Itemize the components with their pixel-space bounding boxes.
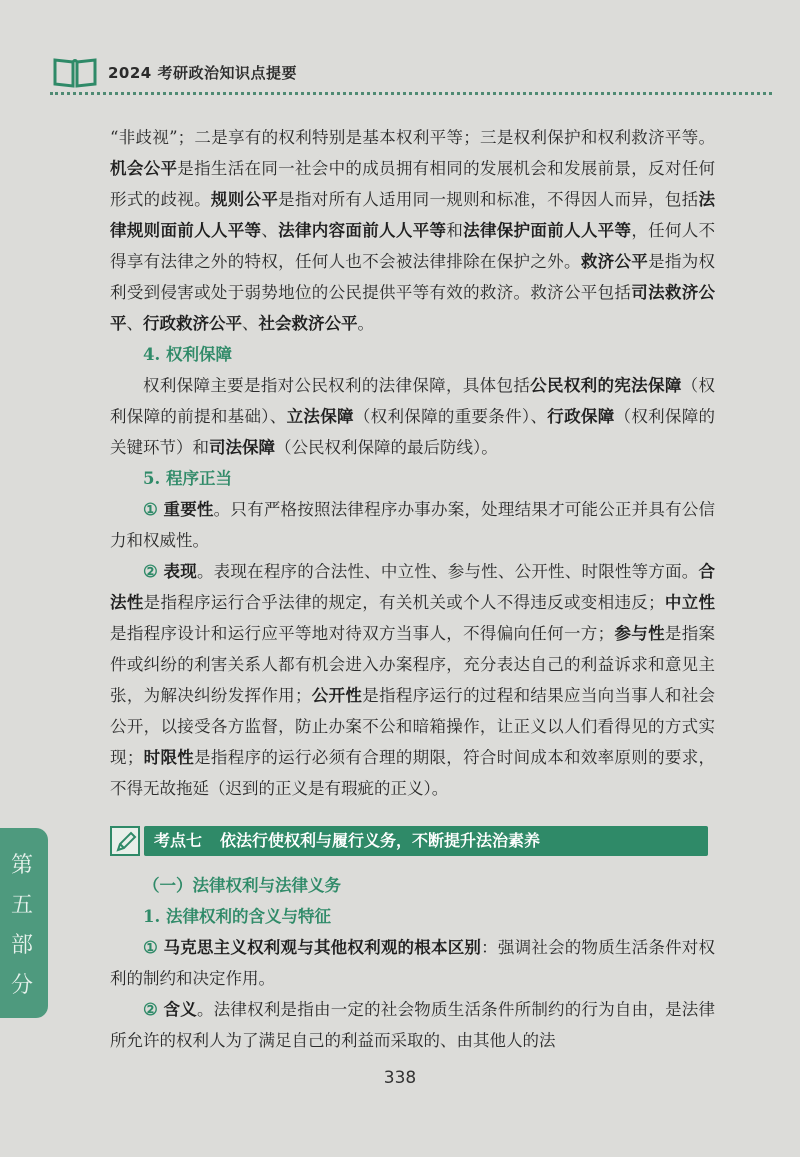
paragraph-rights-protection: 权利保障主要是指对公民权利的法律保障，具体包括公民权利的宪法保障（权利保障的前提和基础）、立法保障（权利保障的重要条件）、行政保障（权利保障的关键环节）和司法保障（公民权利保障的最后防线）。 bbox=[110, 376, 716, 457]
section-heading-legal-rights: 1. 法律权利的含义与特征 bbox=[143, 907, 331, 926]
section-heading-rights-protection: 4. 权利保障 bbox=[143, 345, 232, 364]
banner-title: 依法行使权利与履行义务，不断提升法治素养 bbox=[220, 831, 541, 850]
main-content bbox=[110, 122, 715, 804]
sub-section-heading: （一）法律权利与法律义务 bbox=[143, 876, 341, 895]
side-tab-label: 第五部分 bbox=[10, 853, 33, 998]
page-header bbox=[52, 52, 800, 92]
paragraph-fundamental-difference: ① 马克思主义权利观与其他权利观的根本区别：强调社会的物质生活条件对权利的制约和决定作用。 bbox=[110, 938, 716, 988]
banner-icon-box bbox=[110, 826, 140, 856]
page-number: 338 bbox=[383, 1068, 417, 1088]
paragraph-meaning: ② 含义。法律权利是指由一定的社会物质生活条件所制约的行为自由，是法律所允许的权利人为了满足自己的利益而采取的、由其他人的法 bbox=[110, 1000, 716, 1050]
banner-label: 考点七 bbox=[154, 831, 203, 850]
key-point-banner bbox=[110, 826, 708, 856]
paragraph-fairness: “非歧视”；二是享有的权利特别是基本权利平等；三是权利保护和权利救济平等。机会公平是指生活在同一社会中的成员拥有相同的发展机会和发展前景，反对任何形式的歧视。规则公平是指对所有人适用同一规则和标准，不得因人而异，包括法律规则面前人人平等、法律内容面前人人平等和法律保护面前人人平等，任何人不得享有法律之外的特权，任何人也不会被法律排除在保护之外。救济公平是指为权利受到侵害或处于弱势地位的公民提供平等有效的救济。救济公平包括司法救济公平、行政救济公平、社会救济公平。 bbox=[110, 128, 716, 333]
section-heading-due-process: 5. 程序正当 bbox=[143, 469, 232, 488]
banner-title-bar bbox=[144, 826, 708, 856]
paragraph-importance: ① 重要性。只有严格按照法律程序办事办案，处理结果才可能公正并具有公信力和权威性。 bbox=[110, 500, 716, 550]
main-content-continued bbox=[110, 870, 715, 1056]
header-divider bbox=[50, 92, 772, 95]
pencil-icon bbox=[115, 831, 137, 853]
open-book-icon bbox=[52, 56, 98, 88]
paragraph-manifestation: ② 表现。表现在程序的合法性、中立性、参与性、公开性、时限性等方面。合法性是指程序运行合乎法律的规定，有关机关或个人不得违反或变相违反；中立性是指程序设计和运行应平等地对待双方当事人，不得偏向任何一方；参与性是指案件或纠纷的利害关系人都有机会进入办案程序，充分表达自己的利益诉求和意见主张，为解决纠纷发挥作用；公开性是指程序运行的过程和结果应当向当事人和社会公开，以接受各方监督，防止办案不公和暗箱操作，让正义以人们看得见的方式实现；时限性是指程序的运行必须有合理的期限，符合时间成本和效率原则的要求，不得无故拖延（迟到的正义是有瑕疵的正义）。 bbox=[110, 562, 716, 798]
header-title: 2024 考研政治知识点提要 bbox=[108, 64, 297, 82]
part-side-tab bbox=[0, 828, 48, 1018]
